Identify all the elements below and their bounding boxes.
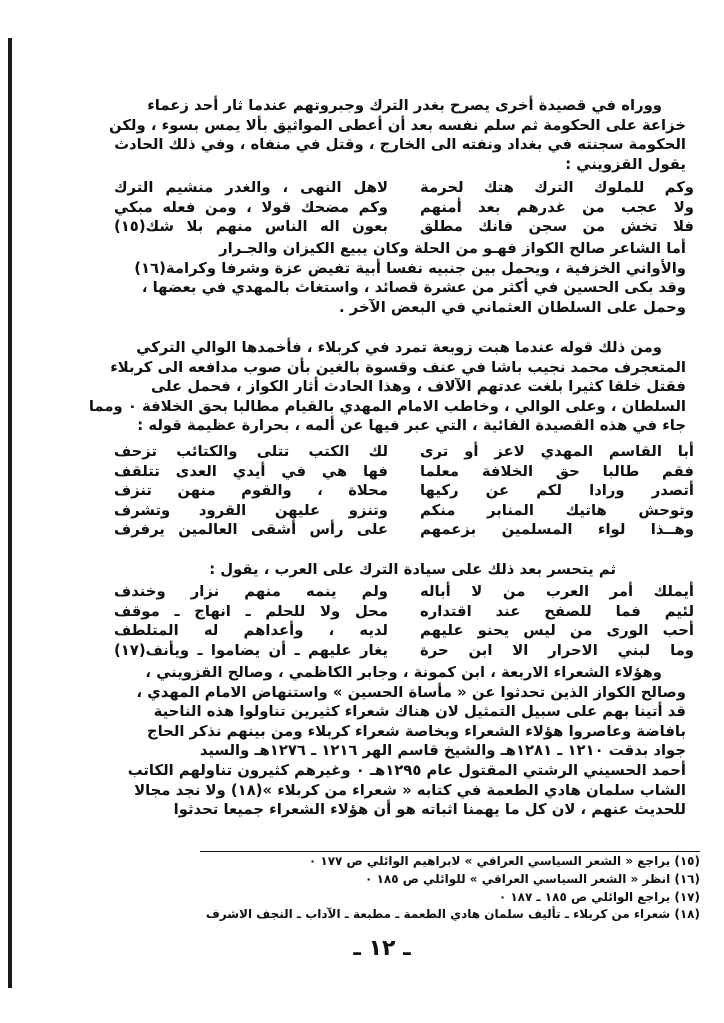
- text-line: للحديث عنهم ، لان كل ما يهمنا اثباته هو أن هؤلاء الشعراء جميعا تحدثوا: [173, 801, 686, 819]
- second-hemistich: وتنزو عليهن القرود وتشرف: [114, 501, 388, 519]
- book-page: [22, 0, 714, 1023]
- verse: [114, 481, 694, 501]
- second-hemistich: محل ولا للحلم ـ انهاج ـ موقف: [114, 602, 388, 620]
- verse: [114, 462, 694, 482]
- first-hemistich: أبا القاسم المهدي لاعز أو ترى: [420, 443, 694, 460]
- second-hemistich: محلاة ، والقوم منهن تنزف: [114, 482, 388, 500]
- page-number: ـ ١٢ ـ: [353, 936, 411, 961]
- footnote: (١٥) يراجع « الشعر السياسي العراقي » لابراهيم الوائلي ص ١٧٧ ٠: [308, 854, 700, 868]
- text-line: الشاب سلمان هادي الطعمة في كتابه « شعراء من كربلاء »(١٨) ولا نجد مجالا: [134, 781, 686, 799]
- text-line: خزاعة على الحكومة ثم سلم نفسه بعد أن أعطى المواثيق بألا يمس بسوء ، ولكن: [109, 116, 686, 134]
- verse: [114, 198, 694, 218]
- text-line: جواد بدقت ١٢١٠ ـ ١٢٨١هـ والشيخ قاسم الهر ١٢١٦ ـ ١٢٧٦هـ والسيد: [199, 742, 686, 760]
- text-line: جاء في هذه القصيدة الفائية ، التي عبر فيها عن ألمه ، بحرارة عظيمة قوله :: [137, 417, 686, 435]
- poem-3: [114, 582, 694, 660]
- text-line: أما الشاعر صالح الكواز فهـو من الحلة وكان يبيع الكيزان والجـرار: [219, 240, 686, 257]
- second-hemistich: فها هي في أيدي العدى تتلقف: [114, 462, 388, 480]
- text-line: والأواني الخزفية ، ويحمل بين جنبيه نفسا أبية تفيض عزة وشرفا وكرامة(١٦): [134, 259, 686, 277]
- first-hemistich: ولا عجب من غدرهم بعد أمنهم: [420, 198, 694, 216]
- poem-1: [114, 178, 694, 237]
- page-left-edge: [8, 38, 12, 988]
- second-hemistich: ولم ينمه منهم نزار وخندف: [114, 583, 388, 600]
- text-line: ومن ذلك قوله عندما هبت زوبعة تمرد في كربلاء ، فأخمدها الوالي التركي: [136, 339, 662, 356]
- verse: [114, 602, 694, 622]
- footnote: (١٨) شعراء من كربلاء ـ تأليف سلمان هادي الطعمة ـ مطبعة ـ الآداب ـ النجف الاشرف: [205, 907, 700, 922]
- verse: [114, 520, 694, 540]
- paragraph-3: [86, 338, 686, 436]
- verse: [114, 217, 694, 237]
- second-hemistich: لك الكتب تتلى والكتائب تزحف: [114, 443, 388, 460]
- footnotes: [192, 853, 700, 924]
- text-line: فقتل خلقا كثيرا بلغت عدتهم الآلاف ، وهذا الحادث أثار الكواز ، فحمل على: [151, 378, 686, 396]
- footnote: (١٧) يراجع الوائلي ص ١٨٥ ـ ١٨٧ ٠: [498, 889, 700, 904]
- text-line: الحكومة سجنته في بغداد ونفته الى الخارج ، وقتل في منفاه ، وفي ذلك الحادث: [114, 136, 686, 154]
- first-hemistich: وكم للملوك الترك هتك لحرمة: [420, 179, 694, 196]
- paragraph-2: [86, 239, 686, 317]
- first-hemistich: وما لبني الاحرار الا ابن حرة: [420, 641, 694, 659]
- first-hemistich: وتوحش هاتيك المنابر منكم: [420, 501, 694, 519]
- first-hemistich: وهــذا لواء المسلمين بزعمهم: [420, 521, 694, 539]
- footnote-divider: [200, 851, 700, 852]
- verse: [114, 501, 694, 521]
- second-hemistich: لاهل النهى ، والغدر منشيم الترك: [114, 179, 388, 196]
- second-hemistich: على رأس أشقى العالمين يرفرف: [114, 521, 388, 539]
- first-hemistich: أتصدر ورادا لكم عن ركيها: [420, 482, 694, 500]
- second-hemistich: يغار عليهم ـ أن يضاموا ـ ويأنف(١٧): [114, 641, 388, 659]
- text-line: وقد بكى الحسين في أكثر من عشرة قصائد ، واستغاث بالمهدي في بعضها ،: [141, 279, 686, 297]
- first-hemistich: أحب الورى من ليس يحنو عليهم: [420, 622, 694, 640]
- text-line: قد أتينا بهم على سبيل التمثيل لان هناك شعراء كثيرين تناولوا هذه الناحية: [153, 703, 686, 721]
- first-hemistich: أيملك أمر العرب من لا أباله: [420, 583, 694, 600]
- first-hemistich: لئيم فما للصفح عند اقتداره: [420, 602, 694, 620]
- text-line: ثم يتحسر بعد ذلك على سيادة الترك على العرب ، يقول :: [209, 561, 616, 578]
- text-line: وحمل على السلطان العثماني في البعض الآخر .: [339, 298, 686, 316]
- first-hemistich: فلا تخش من سجن فانك مطلق: [420, 218, 694, 236]
- verse: [114, 442, 694, 462]
- first-hemistich: فقم طالبا حق الخلافة معلما: [420, 462, 694, 480]
- text-line: السلطان ، وعلى الوالي ، وخاطب الامام المهدي بالقيام مطالبا بحق الخلافة ٠ ومما: [88, 397, 686, 415]
- paragraph-4: [86, 560, 686, 580]
- text-line: ووراه في قصيدة أخرى يصرح بغدر الترك وجبروتهم عندما ثار أحد زعماء: [147, 97, 662, 114]
- text-line: وهؤلاء الشعراء الاربعة ، ابن كمونة ، وجابر الكاظمي ، وصالح القزويني ،: [145, 664, 662, 681]
- verse: [114, 178, 694, 198]
- poem-2: [114, 442, 694, 540]
- text-line: بافاضة وعاصروا هؤلاء الشعراء وبخاصة شعراء كربلاء ومن بينهم نذكر الحاج: [146, 722, 686, 740]
- verse: [114, 621, 694, 641]
- footnote: (١٦) انظر « الشعر السياسي العراقي » للوائلي ص ١٨٥ ٠: [365, 871, 700, 886]
- text-line: يقول القزويني :: [565, 155, 686, 173]
- second-hemistich: وكم مضحك قولا ، ومن فعله مبكي: [114, 198, 388, 216]
- paragraph-5: [86, 663, 686, 820]
- text-line: المتعجرف محمد نجيب باشا في عنف وقسوة بالغين بأن صوب مدافعه الى كربلاء: [110, 358, 686, 376]
- text-line: أحمد الحسيني الرشتي المقتول عام ١٢٩٥هـ ٠ وغيرهم كثيرون تناولهم الكاتب: [127, 761, 686, 779]
- paragraph-1: [86, 96, 686, 174]
- verse: [114, 641, 694, 661]
- second-hemistich: لديه ، وأعداهم له المتلطف: [114, 622, 388, 640]
- text-line: وصالح الكواز الذين تحدثوا عن « مأساة الحسين » واستنهاض الامام المهدي ،: [136, 683, 686, 701]
- second-hemistich: بعون اله الناس منهم بلا شك(١٥): [114, 218, 388, 236]
- verse: [114, 582, 694, 602]
